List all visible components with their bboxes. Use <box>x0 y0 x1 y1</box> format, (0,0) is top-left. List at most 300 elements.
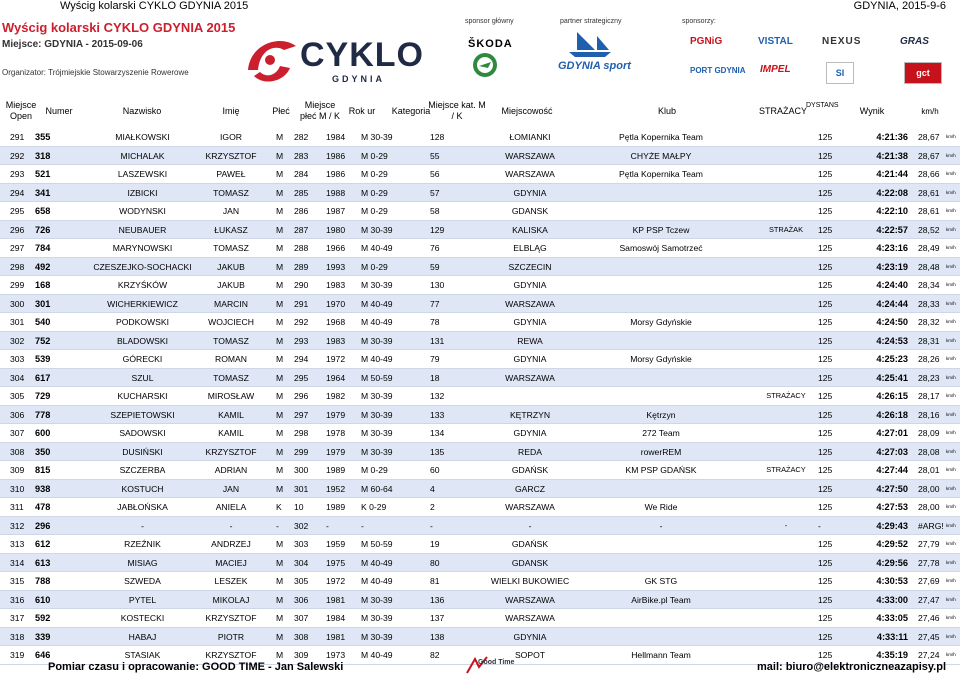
table-row <box>0 369 960 388</box>
cell-first-name: TOMASZ <box>213 243 249 253</box>
table-row <box>0 443 960 462</box>
cell-speed: 28,61 <box>918 206 940 216</box>
cell-birth-year: 1981 <box>326 631 346 642</box>
cell-bib-number: 610 <box>35 594 51 605</box>
cell-bib-number: 301 <box>35 298 51 309</box>
cell-first-name: JAN <box>222 483 240 494</box>
cell-result-time: 4:27:44 <box>876 465 908 475</box>
cell-open-place: 302 <box>10 335 25 346</box>
cell-category: M 0-29 <box>361 465 388 475</box>
cell-category: M 50-59 <box>361 539 393 549</box>
footer-logo: Good Time <box>478 659 515 666</box>
cell-first-name: KRZYSZTOF <box>205 446 257 457</box>
footer-right: mail: biuro@elektroniczneazapisy.pl <box>756 661 946 673</box>
cell-speed: #ARG! <box>918 520 944 531</box>
cell-bib-number: 355 <box>35 132 51 142</box>
cell-result-time: 4:27:53 <box>876 502 908 512</box>
cell-sex: M <box>276 132 284 142</box>
table-row <box>0 221 960 240</box>
cell-result-time: 4:29:52 <box>876 539 908 549</box>
cell-sex: M <box>276 446 284 457</box>
col-category: Kategoria <box>391 106 431 116</box>
col-speed: km/h <box>921 107 939 116</box>
cell-category-place: 79 <box>430 354 440 364</box>
cell-speed: 28,33 <box>918 298 940 309</box>
sponsor-nexus-logo: NEXUS <box>822 36 862 47</box>
cell-open-place: 294 <box>10 187 25 198</box>
cell-speed: 28,08 <box>918 446 940 457</box>
cell-sex-place: 284 <box>294 169 309 179</box>
cell-club: Hellmann Team <box>631 650 691 660</box>
cell-city: SZCZECIN <box>508 261 552 272</box>
cell-birth-year: 1986 <box>326 150 346 161</box>
cell-sex: M <box>276 169 284 179</box>
cell-speed: 28,67 <box>918 150 940 161</box>
cell-surname: MARYNOWSKI <box>112 243 173 253</box>
cell-surname: CZESZEJKO-SOCHACKI <box>93 261 192 272</box>
cell-birth-year: 1968 <box>326 317 346 327</box>
cell-birth-year: 1983 <box>326 280 346 290</box>
cell-bib-number: 540 <box>35 317 51 327</box>
cell-first-name: PIOTR <box>217 631 245 642</box>
sponsor-vistal-logo: VISTAL <box>758 36 793 47</box>
cell-distance: 125 <box>818 502 833 512</box>
cell-surname: BLADOWSKI <box>116 335 169 346</box>
cell-speed: 28,09 <box>918 428 940 438</box>
cell-speed-unit: km/h <box>946 152 956 158</box>
cell-speed: 27,46 <box>918 613 940 623</box>
cell-speed: 28,32 <box>918 317 940 327</box>
cell-sex: M <box>276 539 284 549</box>
cell-result-time: 4:22:08 <box>876 187 908 198</box>
cell-speed: 27,69 <box>918 576 940 586</box>
col-sex: Płeć <box>272 106 290 116</box>
cell-club: Kętrzyn <box>646 409 676 420</box>
cell-result-time: 4:21:38 <box>876 150 908 161</box>
cell-club: 272 Team <box>642 428 680 438</box>
cell-sex-place: 291 <box>294 298 309 309</box>
cell-sex-place: 290 <box>294 280 309 290</box>
cell-sex: M <box>276 465 284 475</box>
cell-category-place: 78 <box>430 317 440 327</box>
cell-first-name: KAMIL <box>218 409 244 420</box>
cell-category-place: 57 <box>430 187 440 198</box>
cell-distance: 125 <box>818 428 833 438</box>
table-row <box>0 295 960 314</box>
cell-surname: RZEŹNIK <box>124 539 161 549</box>
cell-category: M 40-49 <box>361 576 393 586</box>
cell-sex: M <box>276 243 284 253</box>
cell-sex: - <box>276 520 279 531</box>
cell-birth-year: 1959 <box>326 539 346 549</box>
logo-main-text: CYKLO <box>300 36 424 74</box>
cell-bib-number: 658 <box>35 206 51 216</box>
cell-surname: - <box>141 520 144 531</box>
cell-birth-year: - <box>326 520 329 531</box>
event-organizer: Organizator: Trójmiejskie Stowarzyszenie Rowerowe <box>2 68 189 77</box>
cell-firefighter: STRAŻAK <box>768 224 804 234</box>
cell-city: WARSZAWA <box>505 594 555 605</box>
cell-distance: 125 <box>818 169 833 179</box>
cell-surname: GÓRECKI <box>122 354 163 364</box>
cell-birth-year: 1984 <box>326 613 346 623</box>
cell-bib-number: 339 <box>35 631 51 642</box>
table-row <box>0 424 960 443</box>
cell-speed: 28,61 <box>918 187 940 198</box>
cell-sex-place: 282 <box>294 132 309 142</box>
cell-first-name: KAMIL <box>218 428 244 438</box>
cell-open-place: 311 <box>10 502 24 512</box>
cell-category: M 40-49 <box>361 298 393 309</box>
cell-speed-unit: km/h <box>946 615 956 620</box>
cell-open-place: 305 <box>10 391 25 401</box>
table-row <box>0 554 960 573</box>
cell-category: M 50-59 <box>361 372 393 383</box>
cell-city: KALISKA <box>512 224 548 235</box>
cell-birth-year: 1978 <box>326 428 346 438</box>
cell-city: WARSZAWA <box>505 298 555 309</box>
cell-category-place: 134 <box>430 428 445 438</box>
cell-category: M 30-39 <box>361 409 393 420</box>
cell-club: Samoswój Samotrzeć <box>619 243 703 253</box>
cell-first-name: KRZYSZTOF <box>205 150 257 161</box>
cyklo-emblem-icon <box>240 30 300 90</box>
cell-birth-year: 1973 <box>326 650 346 660</box>
cell-speed: 28,01 <box>918 465 940 475</box>
cell-category-place: 128 <box>430 132 445 142</box>
cell-result-time: 4:27:50 <box>876 483 908 494</box>
cell-birth-year: 1972 <box>326 576 346 586</box>
cell-distance: 125 <box>818 280 833 290</box>
cell-category-place: 55 <box>430 150 440 161</box>
cell-birth-year: 1989 <box>326 502 346 512</box>
cell-surname: SZWEDA <box>124 576 161 586</box>
cell-distance: 125 <box>818 557 833 568</box>
cell-sex: M <box>276 409 284 420</box>
cell-speed: 28,52 <box>918 224 940 235</box>
cell-city: - <box>528 520 532 531</box>
cell-category: M 30-39 <box>361 335 393 346</box>
cell-speed-unit: km/h <box>946 337 956 343</box>
cell-category-place: 82 <box>430 650 440 660</box>
cell-sex: M <box>276 280 284 290</box>
cell-birth-year: 1975 <box>326 557 346 568</box>
cell-bib-number: 752 <box>35 335 51 346</box>
cell-speed: 28,66 <box>918 169 940 179</box>
cell-sex-place: 304 <box>294 557 309 568</box>
cell-sex: M <box>276 298 284 309</box>
cell-category: M 30-39 <box>361 594 393 605</box>
cell-distance: 125 <box>818 539 833 549</box>
cell-distance: 125 <box>818 187 833 198</box>
col-distance: DYSTANS <box>806 102 839 109</box>
cell-sex: M <box>276 576 284 586</box>
cell-city: WARSZAWA <box>505 372 555 383</box>
cell-category-place: 138 <box>430 631 445 642</box>
table-row <box>0 313 960 332</box>
cell-distance: 125 <box>818 594 833 605</box>
cell-club: - <box>659 520 663 531</box>
cell-open-place: 297 <box>10 243 25 253</box>
cell-speed-unit: km/h <box>946 522 956 528</box>
cell-surname: SZCZERBA <box>119 465 166 475</box>
cell-speed: 27,78 <box>918 557 940 568</box>
cell-distance: 125 <box>818 261 833 272</box>
cell-speed-unit: km/h <box>946 633 956 639</box>
table-row <box>0 609 960 628</box>
cell-surname: HABAJ <box>128 631 157 642</box>
page-header-left: Wyścig kolarski CYKLO GDYNIA 2015 <box>60 0 249 12</box>
col-open: Miejsce Open <box>5 100 37 121</box>
cell-open-place: 291 <box>10 132 25 142</box>
cell-open-place: 295 <box>10 206 25 216</box>
table-row <box>0 498 960 517</box>
cell-speed: 27,79 <box>918 539 940 549</box>
cell-category: M 0-29 <box>361 150 388 161</box>
cell-club: AirBike.pl Team <box>631 594 691 605</box>
cell-category: M 0-29 <box>361 187 388 198</box>
cell-bib-number: 521 <box>35 169 51 179</box>
cell-sex: M <box>276 483 284 494</box>
cell-city: GDYNIA <box>513 428 547 438</box>
cell-result-time: 4:24:44 <box>876 298 908 309</box>
cell-distance: 125 <box>818 354 833 364</box>
cell-sex: M <box>276 187 284 198</box>
cell-open-place: 309 <box>10 465 25 475</box>
cell-result-time: 4:26:18 <box>876 409 908 420</box>
cell-surname: KOSTECKI <box>120 613 165 623</box>
cell-surname: JABŁOŃSKA <box>117 502 168 512</box>
cell-sex: M <box>276 650 284 660</box>
cell-birth-year: 1970 <box>326 298 346 309</box>
sponsor-gras-logo: GRAS <box>900 36 929 47</box>
cell-birth-year: 1989 <box>326 465 346 475</box>
cell-sex: M <box>276 557 284 568</box>
cell-club: Morsy Gdyńskie <box>630 354 692 364</box>
cell-surname: KOSTUCH <box>121 483 164 494</box>
cell-category-place: 4 <box>430 483 435 494</box>
cell-surname: NEUBAUER <box>118 224 167 235</box>
cell-firefighter: STRAŻACY <box>766 465 806 474</box>
cell-surname: KUCHARSKI <box>117 391 168 401</box>
table-row <box>0 480 960 499</box>
cell-category-place: 129 <box>430 224 445 235</box>
cell-surname: MIAŁKOWSKI <box>115 132 170 142</box>
cell-first-name: ŁUKASZ <box>214 224 248 235</box>
cell-birth-year: 1981 <box>326 594 346 605</box>
cell-city: WARSZAWA <box>505 169 555 179</box>
cell-first-name: JAKUB <box>217 280 245 290</box>
cell-result-time: 4:27:01 <box>876 428 908 438</box>
cell-result-time: 4:23:16 <box>876 243 908 253</box>
cell-category-place: 135 <box>430 446 445 457</box>
cell-category: M 30-39 <box>361 428 393 438</box>
cell-first-name: MACIEJ <box>215 557 247 568</box>
cell-sex-place: 283 <box>294 150 309 161</box>
cell-surname: MISIAG <box>127 557 158 568</box>
cell-open-place: 300 <box>10 298 25 309</box>
cell-sex: M <box>276 631 284 642</box>
cell-bib-number: 478 <box>35 502 51 512</box>
cell-category-place: 131 <box>430 335 445 346</box>
cell-first-name: MARCIN <box>214 298 248 309</box>
event-title: Wyścig kolarski CYKLO GDYNIA 2015 <box>2 20 236 35</box>
cell-bib-number: 788 <box>35 576 51 586</box>
table-row <box>0 147 960 166</box>
cell-sex: M <box>276 317 284 327</box>
cell-category-place: 137 <box>430 613 445 623</box>
cell-category-place: 60 <box>430 465 440 475</box>
skoda-emblem-icon <box>472 52 498 78</box>
cell-speed: 28,34 <box>918 280 940 290</box>
cell-surname: SZEPIETOWSKI <box>110 409 175 420</box>
cell-sex-place: 301 <box>294 483 309 494</box>
cell-sex-place: 296 <box>294 391 309 401</box>
cell-first-name: JAN <box>222 206 240 216</box>
cell-speed-unit: km/h <box>946 430 956 435</box>
cell-open-place: 292 <box>10 150 25 161</box>
cell-surname: DUSIŃSKI <box>122 446 163 457</box>
cell-category: - <box>361 520 364 531</box>
cell-first-name: IGOR <box>220 132 242 142</box>
cell-speed-unit: km/h <box>946 448 956 454</box>
cell-birth-year: 1993 <box>326 261 346 272</box>
sponsor-gdynia-sport-logo: GDYNIA sport <box>558 60 631 72</box>
cell-speed-unit: km/h <box>946 467 956 472</box>
cell-speed-unit: km/h <box>946 393 956 398</box>
cell-club: Pętla Kopernika Team <box>619 169 703 179</box>
cell-first-name: MIKOLAJ <box>212 594 250 605</box>
cell-distance: 125 <box>818 631 833 642</box>
cell-category: M 30-39 <box>361 224 393 235</box>
sponsor-gct-logo: gct <box>904 62 942 84</box>
cell-category-place: 56 <box>430 169 440 179</box>
table-row <box>0 239 960 258</box>
cell-open-place: 298 <box>10 261 25 272</box>
cell-open-place: 306 <box>10 409 25 420</box>
cell-first-name: KRZYSZTOF <box>205 650 257 660</box>
cell-city: REDA <box>518 446 542 457</box>
cell-result-time: 4:21:36 <box>876 132 908 142</box>
cell-birth-year: 1979 <box>326 446 346 457</box>
cell-bib-number: 600 <box>35 428 51 438</box>
cell-category: M 0-29 <box>361 206 388 216</box>
cell-sex-place: 293 <box>294 335 309 346</box>
cell-birth-year: 1979 <box>326 409 346 420</box>
cell-sex: M <box>276 594 284 605</box>
page-header-right: GDYNIA, 2015-9-6 <box>853 0 946 12</box>
cell-bib-number: 592 <box>35 613 51 623</box>
cell-bib-number: 341 <box>35 187 51 198</box>
cell-sex: M <box>276 261 284 272</box>
cell-result-time: 4:21:44 <box>876 169 908 179</box>
cell-sex-place: 298 <box>294 428 309 438</box>
cell-distance: 125 <box>818 132 833 142</box>
cell-category: M 40-49 <box>361 243 393 253</box>
cell-speed: 28,67 <box>918 132 940 142</box>
cell-sex: K <box>276 502 282 512</box>
cell-sex-place: 295 <box>294 372 309 383</box>
cell-city: GDAŃSK <box>511 539 549 549</box>
cell-surname: WICHERKIEWICZ <box>107 298 178 309</box>
cell-distance: 125 <box>818 409 833 420</box>
cell-open-place: 299 <box>10 280 25 290</box>
cell-sex-place: 288 <box>294 243 309 253</box>
cell-speed: 27,45 <box>918 631 940 642</box>
cell-result-time: 4:22:57 <box>876 224 908 235</box>
cell-surname: LASZEWSKI <box>117 169 168 179</box>
cell-category-place: 76 <box>430 243 440 253</box>
cell-bib-number: 296 <box>35 520 51 531</box>
sponsor-strategic-label: partner strategiczny <box>560 18 622 25</box>
cell-distance: 125 <box>818 298 833 309</box>
cell-open-place: 303 <box>10 354 25 364</box>
cell-club: CHYŻE MAŁPY <box>630 150 692 161</box>
cell-bib-number: 778 <box>35 409 51 420</box>
cell-speed-unit: km/h <box>946 578 956 583</box>
table-row <box>0 406 960 425</box>
cell-club: KP PSP Tczew <box>632 224 690 235</box>
table-row <box>0 202 960 221</box>
cell-bib-number: 646 <box>35 650 51 660</box>
cell-first-name: MIROSŁAW <box>207 391 255 401</box>
table-row <box>0 461 960 480</box>
ship-icon <box>565 28 615 58</box>
cell-bib-number: 168 <box>35 280 51 290</box>
cell-open-place: 304 <box>10 372 25 383</box>
cell-result-time: 4:25:23 <box>876 354 908 364</box>
cell-city: GDYNIA <box>513 187 547 198</box>
cell-city: REWA <box>517 335 543 346</box>
cell-category-place: 133 <box>430 409 445 420</box>
table-row <box>0 332 960 351</box>
cell-surname: WODYNSKI <box>119 206 166 216</box>
col-year: Rok ur <box>348 106 376 116</box>
cell-speed-unit: km/h <box>946 319 956 324</box>
sponsor-impel-logo: IMPEL <box>760 64 791 75</box>
cell-distance: 125 <box>818 206 833 216</box>
cyklo-gdynia-logo <box>240 30 424 92</box>
cell-category-place: 80 <box>430 557 440 568</box>
cell-distance: 125 <box>818 650 833 660</box>
cell-sex: M <box>276 150 284 161</box>
cell-result-time: 4:22:10 <box>876 206 908 216</box>
cell-result-time: 4:27:03 <box>876 446 908 457</box>
cell-speed-unit: km/h <box>946 596 956 602</box>
cell-sex: M <box>276 613 284 623</box>
cell-speed: 28,00 <box>918 502 940 512</box>
table-row <box>0 165 960 184</box>
cell-category-place: 77 <box>430 298 440 309</box>
cell-city: WIELKI BUKOWIEC <box>490 576 570 586</box>
cell-sex-place: 297 <box>294 409 309 420</box>
cell-speed-unit: km/h <box>946 541 956 546</box>
cell-bib-number: 729 <box>35 391 51 401</box>
cell-speed-unit: km/h <box>946 282 956 287</box>
cell-sex-place: 300 <box>294 465 309 475</box>
table-row <box>0 128 960 147</box>
cell-distance: 125 <box>818 576 833 586</box>
cell-first-name: WOJCIECH <box>208 317 254 327</box>
cell-bib-number: 492 <box>35 261 51 272</box>
cell-birth-year: 1972 <box>326 354 346 364</box>
cell-speed: 28,23 <box>918 372 940 383</box>
cell-surname: SADOWSKI <box>119 428 166 438</box>
cell-club: KM PSP GDAŃSK <box>625 465 697 475</box>
cell-sex-place: 287 <box>294 224 309 235</box>
cell-category-place: 136 <box>430 594 445 605</box>
cell-city: GDYNIA <box>513 354 547 364</box>
